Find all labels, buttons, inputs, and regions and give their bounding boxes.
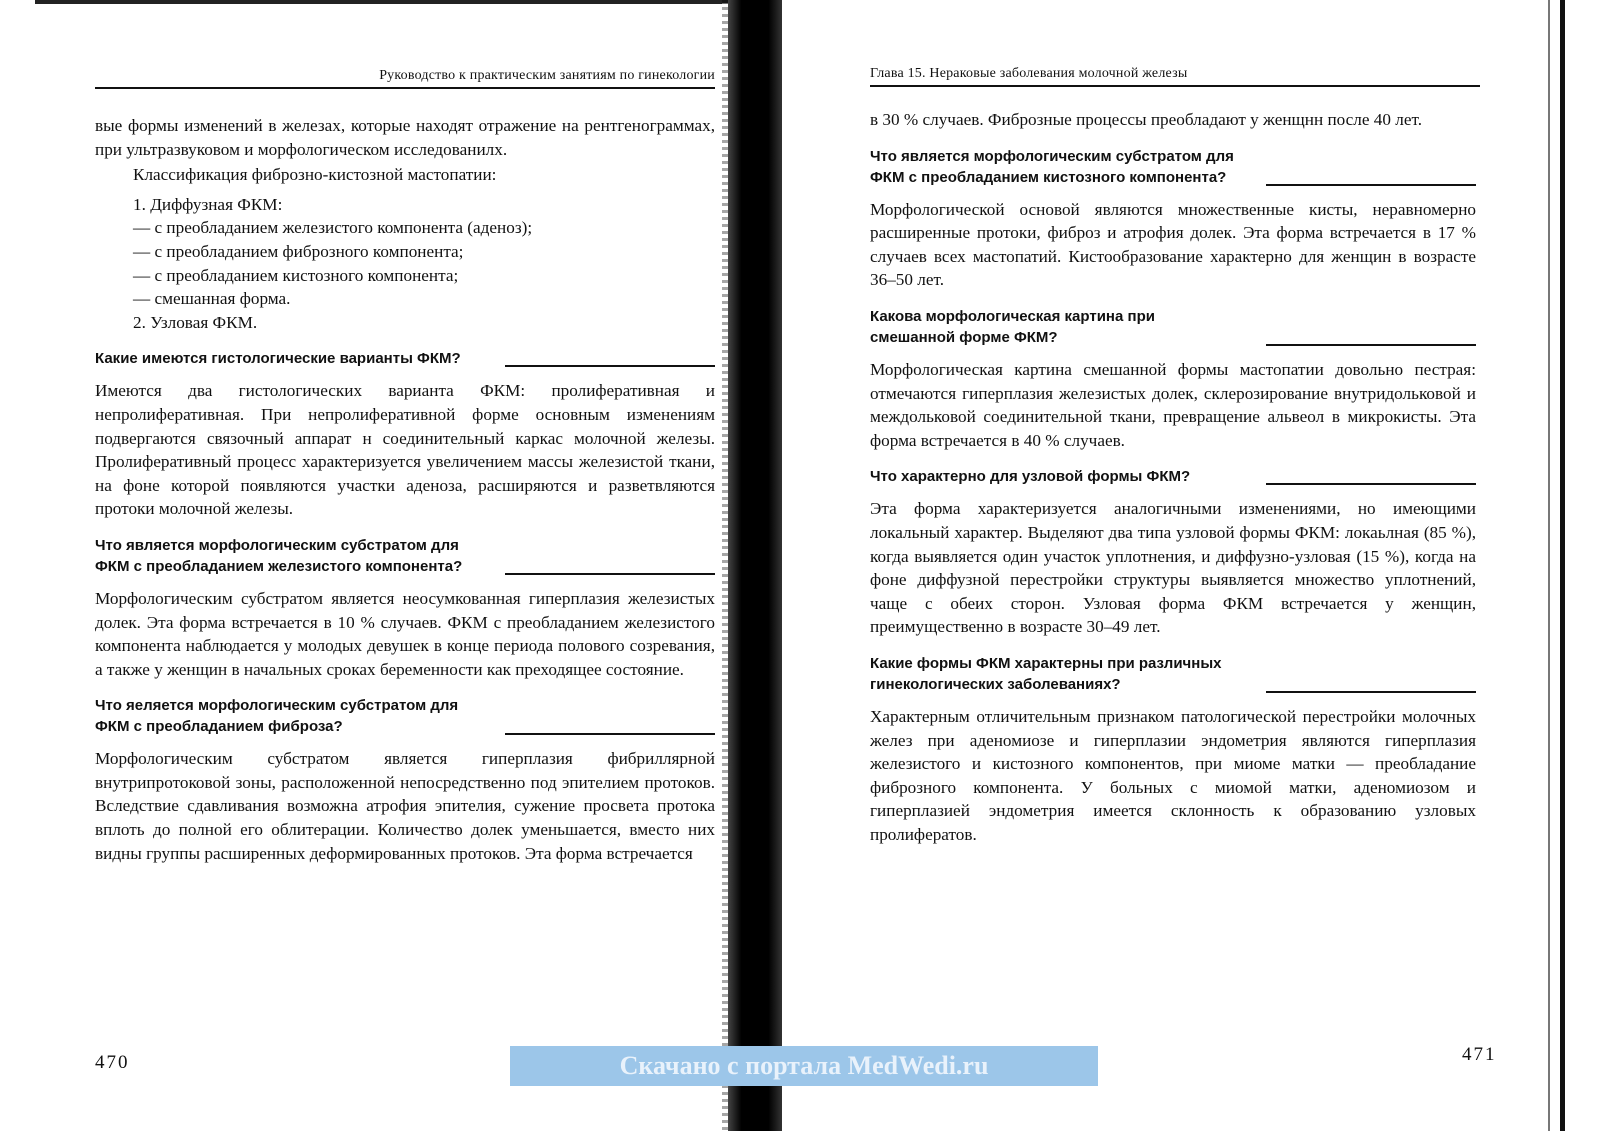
question-heading [870, 306, 1476, 348]
question-heading [95, 695, 715, 737]
question-heading [870, 146, 1476, 188]
question-text: Какие имеются гистологические варианты ФКМ? [95, 350, 461, 368]
question-heading [870, 466, 1476, 487]
list-item: 1. Диффузная ФКМ: [133, 194, 283, 214]
book-spine-shadow [728, 0, 782, 1131]
intro-paragraph: вые формы изменений в железах, которые находят отражение на рентгенограммах, при ультразвуковом и морфологическом исследованилх. [95, 116, 715, 159]
running-header-left: Руководство к практическим занятиям по гинекологии [95, 68, 715, 89]
answer-paragraph: Морфологическим субстратом является гиперплазия фибриллярной внутрипротоковой зоны, расположенной непосредственно под эпителием протоков. Вследствие сдавливания возможна атрофия эпителия, сужение просвета протока вплоть до полной его облитерации. Количество долек уменьшается, вместо них видны группы расширенных деформированных протоков. Эта форма встречается [95, 749, 715, 863]
left-column [95, 114, 715, 865]
heading-rule [505, 733, 715, 735]
page-edge-border [1560, 0, 1565, 1131]
classification-list [133, 193, 715, 335]
heading-rule [505, 573, 715, 575]
heading-rule [1266, 184, 1476, 186]
page-number-right: 471 [1462, 1044, 1497, 1065]
question-text: Какие формы ФКМ характерны при различных гинекологических заболеваниях? [870, 654, 1222, 693]
answer-paragraph: Характерным отличительным признаком патологической перестройки молочных желез при аденомиозе и гиперплазии эндометрия являются гиперплазия железистого и кистозного компонентов, при миоме матки — преобладание фиброзного компонента. У больных с миомой матки, аденомиозом и гиперплазией эндометрия имеется склонность к образованию узловых пролифератов. [870, 706, 1476, 844]
watermark-banner: Скачано с портала MedWedi.ru [510, 1046, 1098, 1086]
running-header-right: Глава 15. Нераковые заболевания молочной железы [870, 66, 1480, 87]
answer-paragraph: Морфологическая картина смешанной формы мастопатии довольно пестрая: отмечаются гиперплазия железистых долек, склерозирование внутридольковой и междольковой соединительной ткани, превращение альвеол в микрокисты. Эта форма встречается в 40 % случаев. [870, 359, 1476, 450]
question-text: Что является морфологическим субстратом для ФКМ с преобладанием железистого компонента? [95, 536, 463, 575]
list-subitem: — смешанная форма. [133, 289, 291, 309]
page-number-left: 470 [95, 1052, 130, 1073]
question-text: Что является морфологическим субстратом для ФКМ с преобладанием кистозного компонента? [870, 147, 1234, 186]
question-text: Что характерно для узловой формы ФКМ? [870, 468, 1191, 486]
question-heading [95, 348, 715, 369]
page-edge-line [1548, 0, 1550, 1131]
question-text: Какова морфологическая картина при смешанной форме ФКМ? [870, 307, 1155, 346]
answer-paragraph: Эта форма характеризуется аналогичными изменениями, но имеющими локальный характер. Выделяют два типа узловой формы ФКМ: локаьлная (85 %), когда выявляется один участок уплотнения, и диффузно-узловая (15 %), когда на фоне диффузной перестройки структуры выявляется множество уплотнений, чаще с обеих сторон. Узловая форма ФКМ встречается у женщин, преимущественно в возрасте 30–49 лет. [870, 499, 1476, 637]
intro-paragraph: в 30 % случаев. Фиброзные процессы преобладают у женщнн после 40 лет. [870, 110, 1423, 129]
list-subitem: — с преобладанием железистого компонента (аденоз); [133, 218, 533, 238]
answer-paragraph: Морфологической основой являются множественные кисты, неравномерно расширенные протоки, фиброз и атрофия долек. Эта форма встречается в 17 % случаев всех мастопатий. Кистообразование характерно для женщин в возрасте 36–50 лет. [870, 199, 1476, 290]
list-subitem: — с преобладанием кистозного компонента; [133, 265, 459, 285]
question-heading [95, 535, 715, 577]
heading-rule [1266, 483, 1476, 485]
right-column [870, 108, 1476, 846]
question-text: Что яеляется морфологическим субстратом для ФКМ с преобладанием фиброза? [95, 697, 459, 736]
classification-title: Классификация фиброзно-кистозной мастопатии: [133, 165, 497, 185]
heading-rule [1266, 344, 1476, 346]
list-item: 2. Узловая ФКМ. [133, 312, 258, 332]
heading-rule [1266, 691, 1476, 693]
question-heading [870, 653, 1476, 695]
heading-rule [505, 365, 715, 367]
answer-paragraph: Имеются два гистологических варианта ФКМ: пролиферативная и непролиферативная. При непролиферативной форме основным изменениям подвергаются связочный аппарат н соединительный каркас молочной железы. Пролиферативный процесс характеризуется увеличением массы железистой ткани, на фоне которой появляются участки аденоза, расширяются и разветвляются протоки молочной железы. [95, 381, 715, 519]
answer-paragraph: Морфологическим субстратом является неосумкованная гиперплазия железистых долек. Эта форма встречается в 10 % случаев. ФКМ с преобладанием железистого компонента наблюдается у молодых девушек в конце периода полового созревания, а также у женщин в начальных сроках беременности как преходящее состояние. [95, 588, 715, 679]
list-subitem: — с преобладанием фиброзного компонента; [133, 241, 464, 261]
